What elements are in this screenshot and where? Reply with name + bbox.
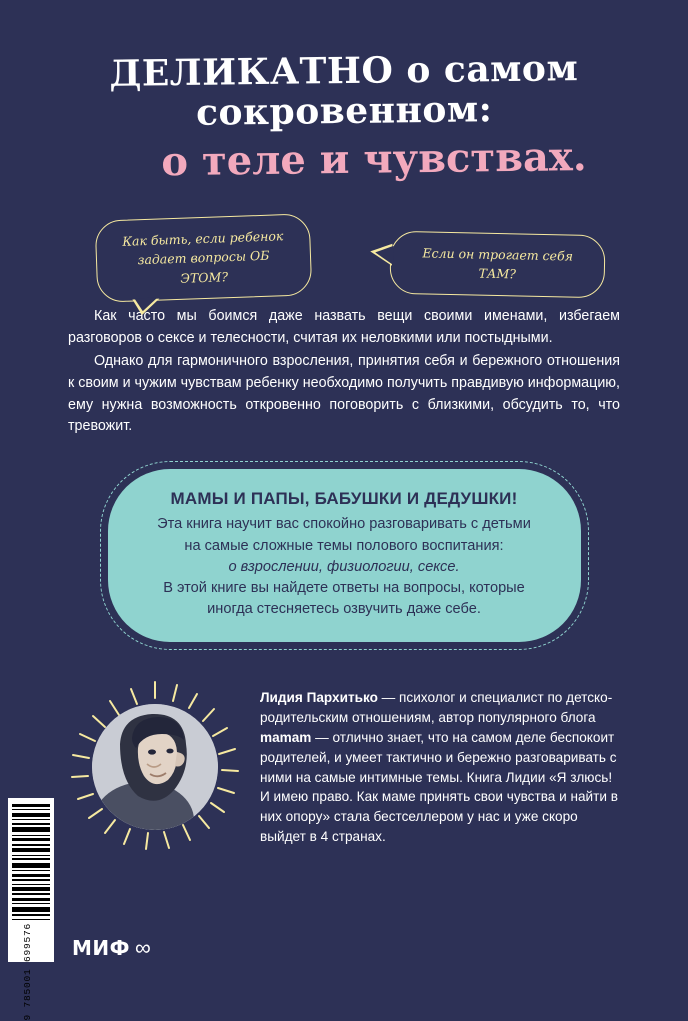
speech-bubbles bbox=[0, 211, 688, 306]
author-bio-part-2: — отлично знает, что на самом деле беспокоит родителей, и умеет тактично и бережно разговаривать с ними на самые интимные темы. Книга Лидии «Я злюсь! И имею право. Как маме принять свои чувства и найти в них опору» стала бестселлером у нас и уже скоро выйдет в 4 странах. bbox=[260, 729, 618, 845]
title-line-1 bbox=[0, 48, 688, 136]
speech-bubble-question-1: Как быть, если ребенок задает вопросы ОБ ЭТОМ? bbox=[95, 213, 313, 303]
barcode bbox=[8, 798, 54, 1021]
author-portrait-illustration bbox=[92, 704, 218, 830]
highlight-line-1: Эта книга научит вас спокойно разговаривать с детьми bbox=[157, 516, 531, 533]
cover-body-copy bbox=[68, 306, 620, 438]
author-block bbox=[0, 678, 688, 856]
barcode-number: 9 785001 699576 bbox=[22, 923, 33, 1021]
title-word-delicately: ДЕЛИКАТНО bbox=[109, 49, 394, 95]
author-photo bbox=[92, 704, 218, 830]
title-phrase-intimate: о самом сокровенном: bbox=[195, 47, 579, 134]
title-line-2: о теле и чувствах. bbox=[161, 133, 587, 186]
publisher-name: МИФ bbox=[72, 936, 130, 960]
highlight-panel bbox=[108, 469, 581, 642]
highlight-line-5: иногда стесняетесь озвучить даже себе. bbox=[207, 600, 481, 617]
highlight-line-2: на самые сложные темы полового воспитания: bbox=[184, 537, 504, 554]
author-photo-wrap bbox=[66, 678, 244, 856]
highlight-body bbox=[142, 514, 547, 620]
barcode-bars bbox=[12, 804, 50, 920]
author-blog-name: mamam bbox=[260, 729, 312, 745]
highlight-title: МАМЫ И ПАПЫ, БАБУШКИ И ДЕДУШКИ! bbox=[170, 489, 518, 509]
author-name: Лидия Пархитько bbox=[260, 690, 378, 706]
infinity-icon: ∞ bbox=[134, 935, 151, 960]
publisher-logo bbox=[72, 936, 151, 960]
highlight-line-4: В этой книге вы найдете ответы на вопросы, которые bbox=[163, 579, 525, 596]
highlight-line-3-italic: о взрослении, физиологии, сексе. bbox=[228, 558, 460, 575]
body-paragraph-1: Как часто мы боимся даже назвать вещи своими именами, избегаем разговоров о сексе и телесности, считая их неловкими или постыдными. bbox=[68, 308, 620, 347]
body-paragraph-2: Однако для гармоничного взросления, принятия себя и бережного отношения к своим и чужим чувствам ребенку необходимо получить правдивую информацию, ему нужна возможность откровенно поговорить с близкими, обсудить то, что тревожит. bbox=[68, 352, 620, 435]
author-bio bbox=[244, 678, 622, 856]
speech-bubble-question-2: Если он трогает себя ТАМ? bbox=[389, 231, 605, 298]
cover-title-block bbox=[0, 0, 688, 186]
highlight-callout bbox=[108, 469, 581, 642]
author-bio-part-1: — психолог и специалист по детско-родительским отношениям, автор популярного блога bbox=[260, 690, 613, 725]
